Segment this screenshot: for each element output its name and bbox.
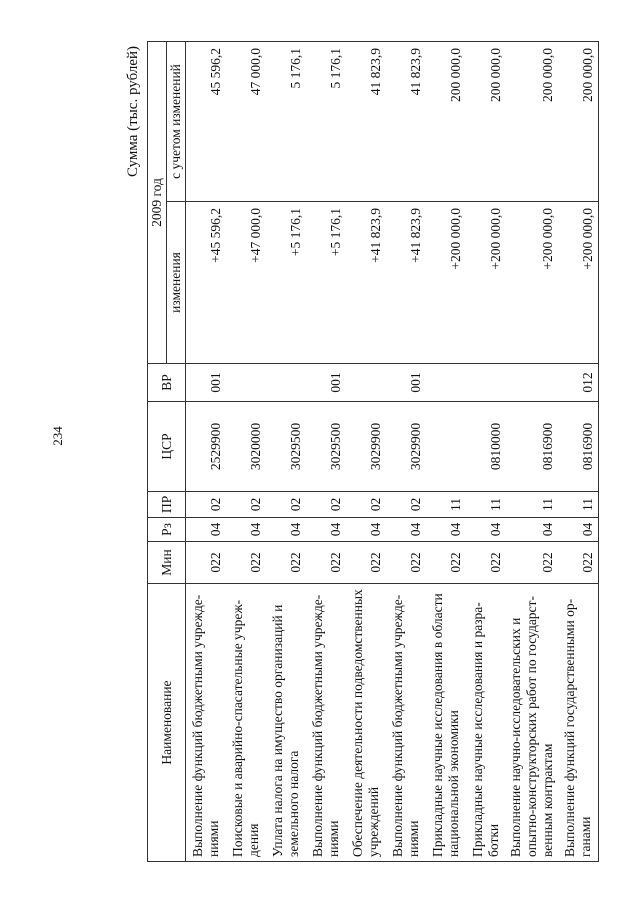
header-year: 2009 год [148,42,167,364]
cell-changes: +200 000,0 [466,202,506,364]
cell-name: Прикладные научные исследования и разра-ботки [466,584,506,862]
header-min: Мин [148,542,186,584]
cell-rz: 04 [506,518,558,542]
cell-with-changes: 5 176,1 [306,42,346,202]
table-row [426,42,466,862]
table-row [346,42,386,862]
cell-name: Поисковые и аварийно-спасательные учреж-дения [226,584,266,862]
cell-with-changes: 47 000,0 [226,42,266,202]
cell-min: 022 [466,542,506,584]
cell-name: Выполнение функций бюджетными учрежде-ниями [386,584,426,862]
cell-changes: +200 000,0 [558,202,599,364]
cell-with-changes: 45 596,2 [186,42,227,202]
cell-min: 022 [186,542,227,584]
cell-vr [226,364,266,402]
cell-min: 022 [226,542,266,584]
cell-name: Выполнение функций бюджетными учрежде-ниями [306,584,346,862]
cell-pr: 02 [386,492,426,518]
table-row [466,42,506,862]
cell-vr [426,364,466,402]
cell-vr [466,364,506,402]
cell-min: 022 [306,542,346,584]
cell-min: 022 [426,542,466,584]
table-row [506,42,558,862]
cell-changes: +45 596,2 [186,202,227,364]
header-changes: изменения [167,202,186,364]
table-body [186,42,599,862]
table-row [226,42,266,862]
cell-name: Выполнение функций бюджетными учрежде-ниями [186,584,227,862]
cell-pr: 02 [346,492,386,518]
cell-csr: 3029500 [306,402,346,492]
cell-changes: +5 176,1 [306,202,346,364]
cell-csr: 3020000 [226,402,266,492]
rotated-page [125,42,595,862]
cell-pr: 02 [186,492,227,518]
cell-rz: 04 [226,518,266,542]
table-row [558,42,599,862]
cell-name: Выполнение функций государственными ор-ганами [558,584,599,862]
cell-changes: +5 176,1 [266,202,306,364]
cell-name: Обеспечение деятельности подведомственных учреждений [346,584,386,862]
cell-pr: 02 [226,492,266,518]
cell-rz: 04 [306,518,346,542]
cell-vr [266,364,306,402]
cell-min: 022 [346,542,386,584]
header-rz: Рз [148,518,186,542]
header-vr: ВР [148,364,186,402]
header-csr: ЦСР [148,402,186,492]
cell-pr: 11 [506,492,558,518]
cell-vr: 001 [186,364,227,402]
cell-pr: 11 [558,492,599,518]
cell-with-changes: 41 823,9 [346,42,386,202]
cell-pr: 02 [266,492,306,518]
header-pr: ПР [148,492,186,518]
cell-changes: +41 823,9 [386,202,426,364]
header-name: Наименование [148,584,186,862]
cell-pr: 11 [426,492,466,518]
cell-csr: 3029900 [346,402,386,492]
cell-with-changes: 200 000,0 [466,42,506,202]
cell-rz: 04 [266,518,306,542]
table-row [186,42,227,862]
cell-csr: 0816900 [558,402,599,492]
cell-changes: +200 000,0 [506,202,558,364]
cell-with-changes: 200 000,0 [426,42,466,202]
cell-min: 022 [506,542,558,584]
cell-vr: 012 [558,364,599,402]
cell-name: Выполнение научно-исследовательских и опытно-конструкторских работ по государст-венным контрактам [506,584,558,862]
cell-rz: 04 [466,518,506,542]
table-row [266,42,306,862]
units-label: Сумма (тыс. рублей) [125,46,141,178]
cell-rz: 04 [426,518,466,542]
table-row [386,42,426,862]
cell-changes: +200 000,0 [426,202,466,364]
cell-name: Уплата налога на имущество организаций и земельного налога [266,584,306,862]
cell-with-changes: 5 176,1 [266,42,306,202]
header-with-changes: с учетом изменений [167,42,186,202]
cell-name: Прикладные научные исследования в области национальной экономики [426,584,466,862]
cell-changes: +47 000,0 [226,202,266,364]
cell-csr: 0810000 [466,402,506,492]
cell-vr [506,364,558,402]
cell-rz: 04 [346,518,386,542]
cell-rz: 04 [558,518,599,542]
cell-pr: 11 [466,492,506,518]
table-row [306,42,346,862]
cell-with-changes: 41 823,9 [386,42,426,202]
page-number: 234 [49,426,65,446]
cell-with-changes: 200 000,0 [506,42,558,202]
cell-min: 022 [558,542,599,584]
cell-csr: 3029500 [266,402,306,492]
cell-min: 022 [266,542,306,584]
cell-csr: 0816900 [506,402,558,492]
cell-min: 022 [386,542,426,584]
cell-pr: 02 [306,492,346,518]
cell-changes: +41 823,9 [346,202,386,364]
cell-vr [346,364,386,402]
cell-vr: 001 [306,364,346,402]
cell-with-changes: 200 000,0 [558,42,599,202]
cell-rz: 04 [186,518,227,542]
budget-table [147,41,599,862]
cell-csr: 2529900 [186,402,227,492]
cell-vr: 001 [386,364,426,402]
cell-csr: 3029900 [386,402,426,492]
cell-rz: 04 [386,518,426,542]
cell-csr [426,402,466,492]
